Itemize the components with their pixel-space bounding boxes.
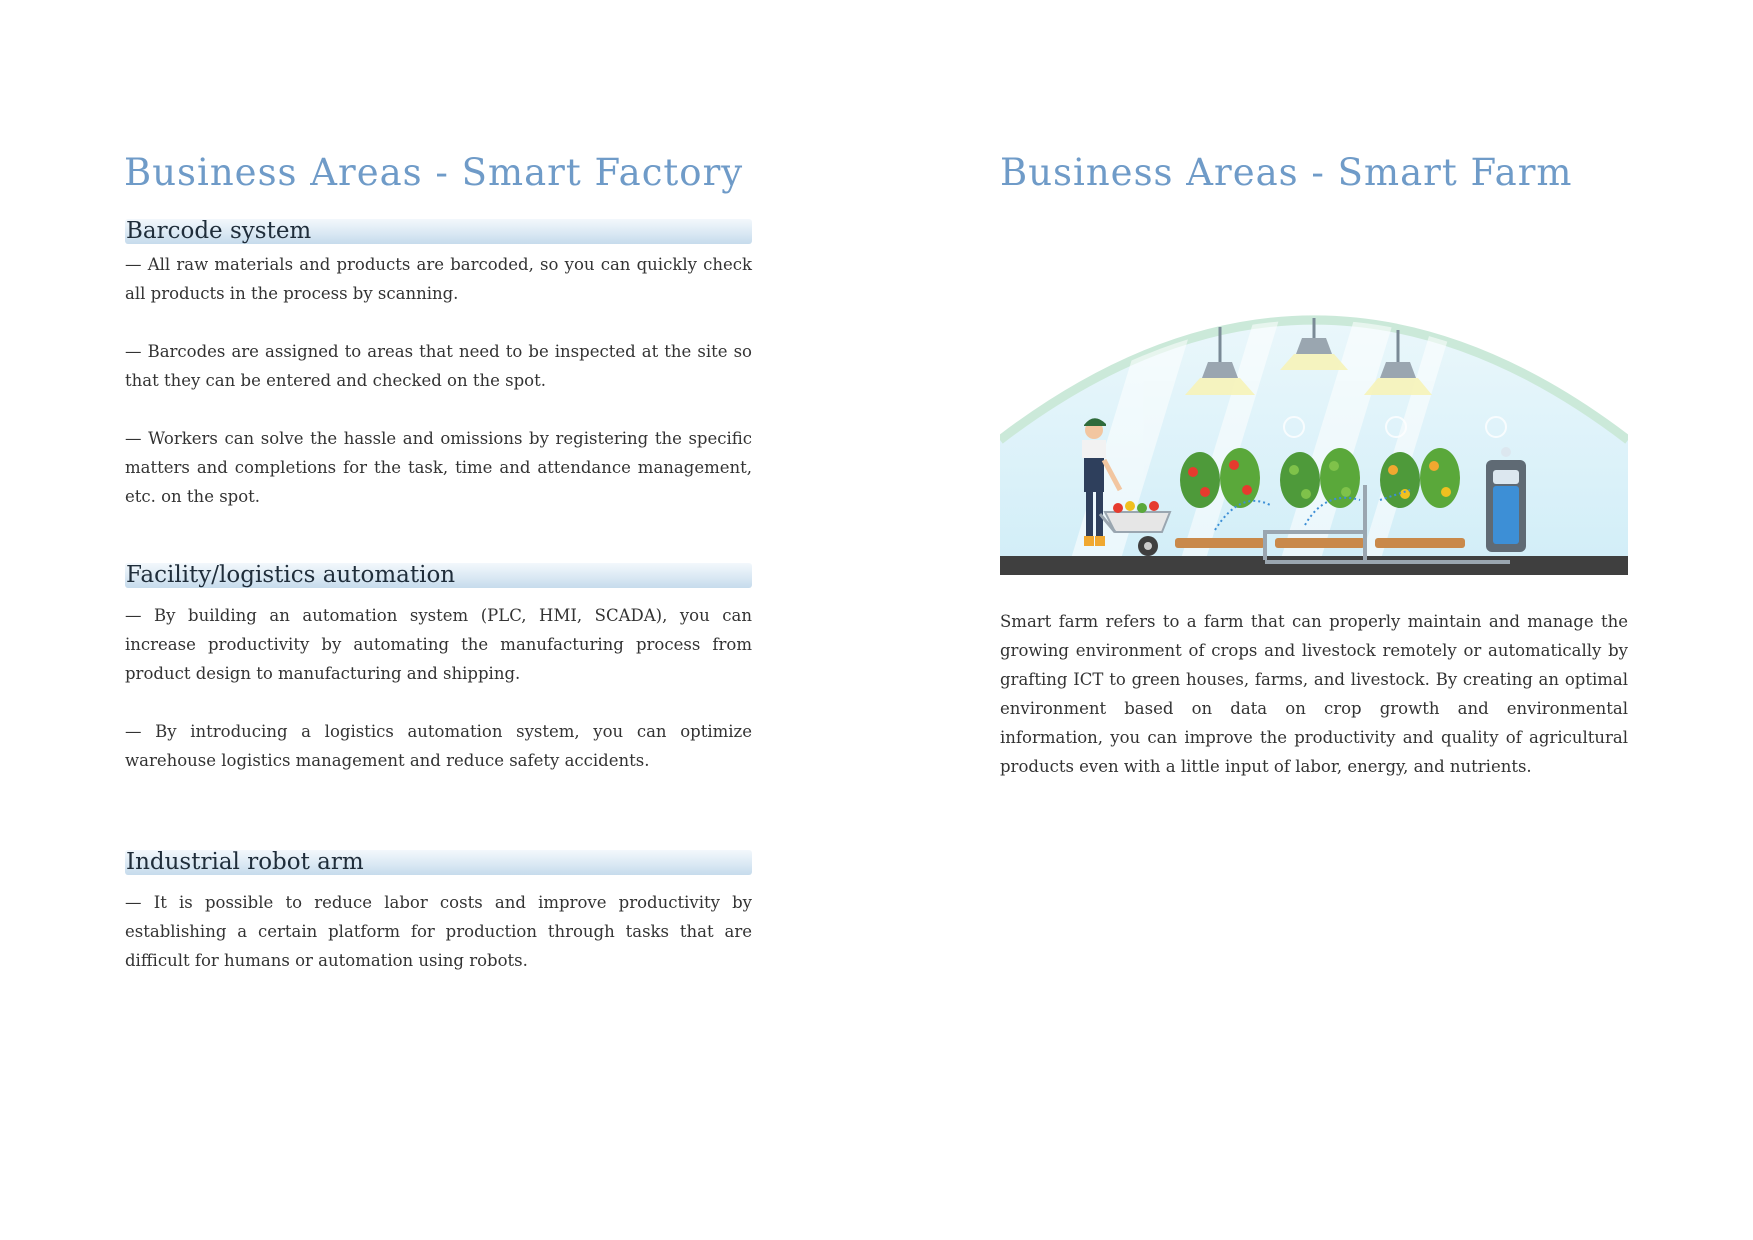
section-heading: Industrial robot arm <box>126 849 364 875</box>
page-title-smart-farm: Business Areas - Smart Farm <box>1000 151 1573 194</box>
water-tank-icon <box>1486 447 1526 552</box>
section-facility-logistics-automation <box>125 563 752 775</box>
section-heading: Facility/logistics automation <box>126 562 456 588</box>
section-industrial-robot-arm <box>125 850 752 975</box>
section-header <box>125 219 752 244</box>
paragraph: — By introducing a logistics automation system, you can optimize warehouse logistics management and reduce safety accidents. <box>125 722 752 770</box>
paragraph: — All raw materials and products are barcoded, so you can quickly check all products in the process by scanning. <box>125 255 752 303</box>
section-barcode-system <box>125 219 752 511</box>
smart-farm-greenhouse-illustration <box>1000 300 1628 575</box>
paragraph: — By building an automation system (PLC, HMI, SCADA), you can increase productivity by automating the manufacturing process from product design to manufacturing and shipping. <box>125 606 752 683</box>
ground <box>1000 556 1628 575</box>
page-title-smart-factory: Business Areas - Smart Factory <box>124 151 744 194</box>
smart-farm-description: Smart farm refers to a farm that can properly maintain and manage the growing environment of crops and livestock remotely or automatically by grafting ICT to green houses, farms, and livestock. By creating an optimal environment based on data on crop growth and environmental information, you can improve the productivity and quality of agricultural products even with a little input of labor, energy, and nutrients. <box>1000 612 1628 776</box>
section-header <box>125 850 752 875</box>
paragraph: — Workers can solve the hassle and omissions by registering the specific matters and completions for the task, time and attendance management, etc. on the spot. <box>125 429 752 506</box>
section-heading: Barcode system <box>126 218 312 244</box>
paragraph: — Barcodes are assigned to areas that need to be inspected at the site so that they can be entered and checked on the spot. <box>125 342 752 390</box>
section-header <box>125 563 752 588</box>
paragraph: — It is possible to reduce labor costs and improve productivity by establishing a certain platform for production through tasks that are difficult for humans or automation using robots. <box>125 893 752 970</box>
